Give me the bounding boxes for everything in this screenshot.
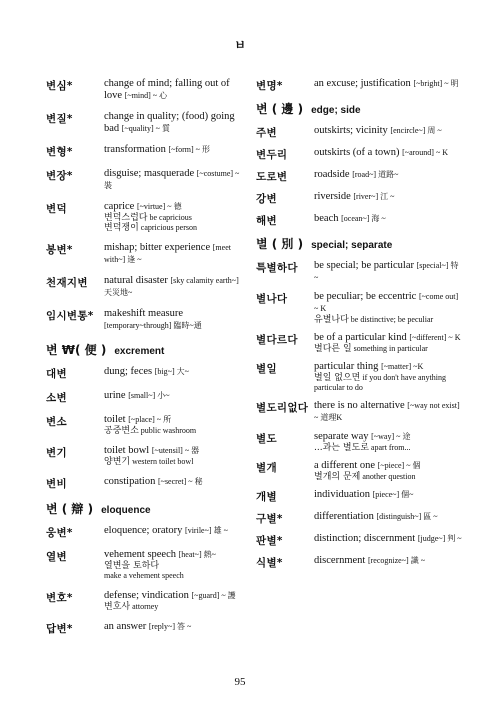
dictionary-entry [256,511,462,526]
usage-example [104,561,246,571]
entry-definition [314,291,462,325]
dictionary-entry [256,260,462,284]
etymology-tag: [encircle~] 周 ~ [390,126,442,135]
etymology-tag: [piece~] 個~ [372,490,414,499]
example-korean: 별일 없으면 [314,373,361,383]
definition-text: vehement speech [104,549,177,560]
dictionary-entry [46,621,246,636]
dictionary-entry [46,201,246,233]
etymology-tag: [small~] 小~ [128,391,170,400]
entry-definition [314,361,462,393]
entry-definition [104,476,246,488]
definition-text: differentiation [314,511,374,522]
entry-headword: 판별* [256,535,283,547]
entry-headword: 천재지변 [46,277,88,289]
entry-definition [104,201,246,233]
entry-definition [314,489,462,501]
entry-headword: 해변 [256,215,277,227]
usage-example [314,315,462,325]
entry-definition [314,400,462,424]
definition-text: constipation [104,476,156,487]
usage-example [104,426,246,436]
dictionary-entry [46,78,246,102]
etymology-tag: [~quality] ~ 質 [121,124,170,133]
definition-text: be of a particular kind [314,332,407,343]
entry-headword: 별개 [256,462,277,474]
definition-text: natural disaster [104,275,168,286]
entry-headword: 특별하다 [256,262,298,274]
entry-headword: 변소 [46,416,67,428]
example-korean: 변호사 [104,602,131,612]
etymology-tag: [~virtue] ~ 德 [136,202,182,211]
etymology-tag: [distinguish~] 區 ~ [376,512,438,521]
dictionary-entry [256,147,462,162]
entry-headword: 소변 [46,392,67,404]
definition-text: be special; be particular [314,260,414,271]
entry-definition [104,366,246,378]
etymology-tag: [road~] 道路~ [352,170,399,179]
entry-headword: 구별* [256,513,283,525]
section-headword: 변 ( 邊 ) [256,102,304,116]
etymology-tag: [~different] ~ K [409,333,461,342]
etymology-tag: [~way] ~ 途 [371,432,411,441]
etymology-tag: [judge~] 判 ~ [417,534,462,543]
entry-headword: 변질* [46,113,73,125]
example-korean: 공중변소 [104,426,139,436]
example-korean: 별다른 일 [314,344,352,354]
etymology-tag: [~mind] ~ 心 [124,91,168,100]
right-column [256,78,462,577]
entry-definition [314,78,462,90]
definition-text: transformation [104,144,166,155]
example-korean: ...과는 별도로 [314,443,369,453]
example-english: capricious person [140,223,197,232]
definition-text: a different one [314,460,376,471]
dictionary-entry [256,400,462,424]
entry-headword: 식별* [256,557,283,569]
entry-definition [314,169,462,181]
dictionary-entry [256,555,462,570]
entry-definition [314,511,462,523]
etymology-tag: [ocean~] 海 ~ [341,214,386,223]
dictionary-entry [256,169,462,184]
entry-headword: 별다르다 [256,334,298,346]
definition-text: toilet [104,414,126,425]
entry-definition [314,213,462,225]
etymology-tag: [river~] 江 ~ [353,192,395,201]
dictionary-entry [256,213,462,228]
dictionary-entry [46,168,246,192]
definition-text: change of mind; falling out of love [104,78,230,101]
entry-headword: 변두리 [256,149,288,161]
definition-text: distinction; discernment [314,533,416,544]
definition-text: toilet bowl [104,445,150,456]
section-headword: 변 ₩( 便 ) [46,343,107,357]
example-english: be distinctive; be peculiar [350,315,434,324]
entry-definition [314,332,462,354]
example-english: western toilet bowl [132,457,194,466]
entry-headword: 변장* [46,170,73,182]
entry-headword: 변명* [256,80,283,92]
etymology-tag: [special~] 特 ~ [314,261,459,282]
etymology-tag: [~utensil] ~ 器 [151,446,200,455]
entry-headword: 별나다 [256,293,288,305]
entry-definition [314,431,462,453]
section-heading [46,341,246,358]
entry-definition [104,111,246,135]
etymology-tag: [~costume] ~ 裝 [104,169,240,190]
entry-definition [314,555,462,567]
definition-text: dung; feces [104,366,153,377]
definition-text: makeshift measure [104,308,184,319]
section-headword: 별 ( 別 ) [256,237,304,251]
definition-text: riverside [314,191,351,202]
dictionary-entry [46,549,246,581]
example-korean: 변덕스럽다 [104,213,148,223]
entry-headword: 변덕 [46,203,67,215]
example-korean: 열변을 토하다 [104,561,160,571]
section-heading [256,100,462,117]
example-korean: 변덕쟁이 [104,223,139,233]
example-english: if you don't have anything particular to do [314,373,446,392]
definition-text: defense; vindication [104,590,189,601]
entry-headword: 주변 [256,127,277,139]
etymology-tag: [temporary~through] 臨時~通 [104,321,202,330]
etymology-tag: [sky calamity earth~] 天災地~ [104,276,239,297]
example-korean: 유별나다 [314,315,349,325]
dictionary-entry [46,525,246,540]
entry-definition [104,549,246,581]
entry-definition [314,533,462,545]
entry-headword: 별일 [256,363,277,375]
example-english: make a vehement speech [104,571,184,580]
page-number: 95 [234,676,246,688]
etymology-tag: [~form] ~ 形 [168,145,210,154]
usage-example [104,571,246,581]
definition-text: individuation [314,489,370,500]
entry-definition [104,621,246,633]
definition-text: outskirts; vicinity [314,125,388,136]
dictionary-entry [256,191,462,206]
usage-example [314,472,462,482]
entry-headword: 답변* [46,623,73,635]
dictionary-entry [46,445,246,467]
dictionary-entry [46,476,246,491]
section-gloss: edge; side [311,105,361,116]
definition-text: urine [104,390,126,401]
usage-example [314,443,462,453]
dictionary-entry [256,78,462,93]
dictionary-entry [46,590,246,612]
etymology-tag: [~place] ~ 所 [128,415,172,424]
dictionary-entry [46,275,246,299]
etymology-tag: [~secret] ~ 秘 [157,477,203,486]
definition-text: mishap; bitter experience [104,242,211,253]
entry-definition [104,414,246,436]
dictionary-entry [46,242,246,266]
section-heading [256,235,462,252]
example-korean: 양변기 [104,457,131,467]
entry-definition [104,308,246,332]
left-column [46,78,246,645]
entry-headword: 변형* [46,146,73,158]
entry-definition [104,78,246,102]
etymology-tag: [~matter] ~K [381,362,424,371]
definition-text: change in quality; (food) going bad [104,111,235,134]
usage-example [104,457,246,467]
definition-text: roadside [314,169,350,180]
entry-definition [314,260,462,284]
entry-headword: 임시변통* [46,310,94,322]
definition-text: outskirts (of a town) [314,147,400,158]
example-english: something in particular [353,344,428,353]
definition-text: there is no alternative [314,400,405,411]
definition-text: an excuse; justification [314,78,411,89]
dictionary-entry [46,111,246,135]
dictionary-entry [256,533,462,548]
entry-definition [104,590,246,612]
section-heading [46,500,246,517]
entry-headword: 변호* [46,592,73,604]
entry-headword: 도로변 [256,171,288,183]
etymology-tag: [virile~] 雄 ~ [185,526,228,535]
dictionary-entry [256,361,462,393]
example-english: be capricious [149,213,192,222]
definition-text: an answer [104,621,147,632]
etymology-tag: [~around] ~ K [402,148,449,157]
entry-definition [104,390,246,402]
entry-definition [104,144,246,156]
usage-example [104,602,246,612]
definition-text: be peculiar; be eccentric [314,291,417,302]
entry-definition [104,242,246,266]
entry-definition [104,168,246,192]
dictionary-entry [256,431,462,453]
entry-definition [314,125,462,137]
etymology-tag: [reply~] 答 ~ [148,622,192,631]
page-header-letter: ㅂ [234,38,246,52]
dictionary-entry [256,332,462,354]
section-gloss: eloquence [101,505,151,516]
etymology-tag: [~guard] ~ 護 [191,591,236,600]
entry-headword: 별도리없다 [256,402,309,414]
entry-headword: 변비 [46,478,67,490]
section-gloss: excrement [114,346,165,357]
example-english: public washroom [140,426,197,435]
section-headword: 변 ( 辯 ) [46,502,94,516]
dictionary-entry [46,414,246,436]
section-gloss: special; separate [311,240,393,251]
definition-text: beach [314,213,339,224]
entry-definition [314,191,462,203]
usage-example [104,213,246,223]
entry-definition [104,525,246,537]
definition-text: eloquence; oratory [104,525,183,536]
dictionary-entry [46,366,246,381]
definition-text: caprice [104,201,135,212]
dictionary-entry [256,460,462,482]
dictionary-entry [256,489,462,504]
definition-text: disguise; masquerade [104,168,195,179]
definition-text: separate way [314,431,369,442]
etymology-tag: [~piece] ~ 個 [377,461,421,470]
entry-definition [314,460,462,482]
usage-example [314,344,462,354]
entry-headword: 개별 [256,491,277,503]
dictionary-entry [46,144,246,159]
example-english: apart from... [370,443,411,452]
dictionary-entry [46,390,246,405]
entry-definition [104,445,246,467]
example-korean: 별개의 문제 [314,472,361,482]
etymology-tag: [big~] 大~ [154,367,189,376]
example-english: attorney [132,602,159,611]
entry-headword: 변기 [46,447,67,459]
entry-headword: 웅변* [46,527,73,539]
etymology-tag: [~bright] ~ 明 [413,79,459,88]
definition-text: discernment [314,555,366,566]
entry-headword: 대변 [46,368,67,380]
etymology-tag: [recognize~] 識 ~ [367,556,426,565]
dictionary-entry [46,308,246,332]
etymology-tag: [meet with~] 逢 ~ [104,243,231,264]
example-english: another question [362,472,416,481]
entry-headword: 변심* [46,80,73,92]
etymology-tag: [~way not exist] ~ 道理K [314,401,460,422]
entry-headword: 열변 [46,551,67,563]
etymology-tag: [~come out] ~ K [314,292,459,313]
entry-definition [104,275,246,299]
definition-text: particular thing [314,361,379,372]
usage-example [314,373,462,393]
etymology-tag: [heat~] 熱~ [178,550,216,559]
entry-headword: 별도 [256,433,277,445]
dictionary-entry [256,125,462,140]
entry-definition [314,147,462,159]
entry-headword: 강변 [256,193,277,205]
entry-headword: 봉변* [46,244,73,256]
dictionary-entry [256,291,462,325]
usage-example [104,223,246,233]
